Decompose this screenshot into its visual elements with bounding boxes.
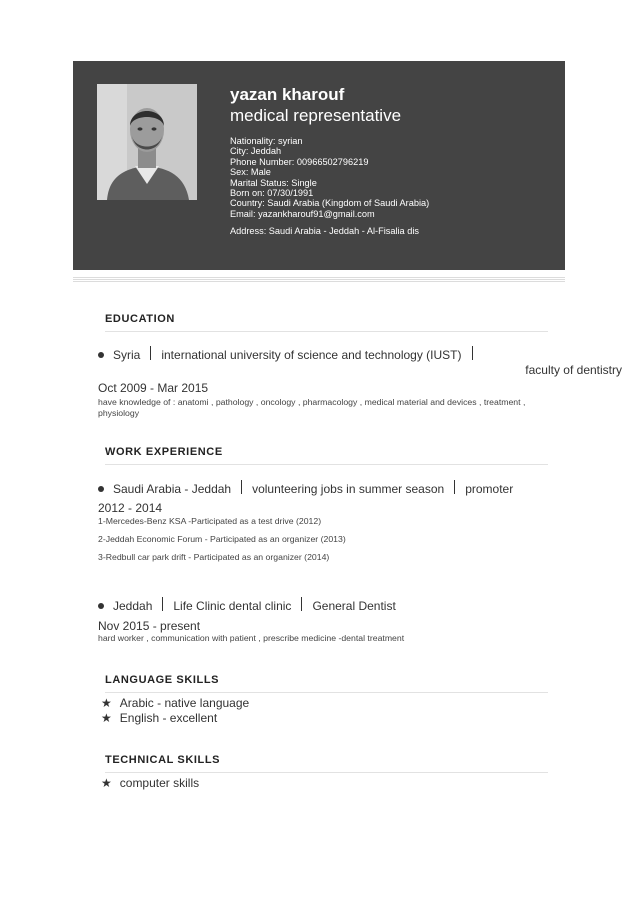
separator-bar: [162, 597, 163, 611]
separator-bar: [454, 480, 455, 494]
detail-address: Address: Saudi Arabia - Jeddah - Al-Fisalia dis: [230, 226, 419, 237]
work-entry-summary: [98, 481, 548, 497]
separator-bar: [472, 346, 473, 360]
work-heading: WORK EXPERIENCE: [105, 446, 548, 465]
bullet-dot-icon: [98, 486, 104, 492]
language-item: [101, 695, 551, 711]
detail-email: Email: yazankharouf91@gmail.com: [230, 208, 375, 219]
profile-header: [73, 61, 565, 270]
work-line: hard worker , communication with patient , prescribe medicine -dental treatment: [98, 633, 405, 643]
detail-birth-date: Born on: 07/30/1991: [230, 188, 314, 199]
person-name: yazan kharouf: [230, 85, 345, 104]
separator-bar: [241, 480, 242, 494]
education-field: faculty of dentistry: [525, 363, 622, 377]
technical-item: [101, 775, 551, 791]
detail-phone: Phone Number: 00966502796219: [230, 156, 369, 167]
detail-city: City: Jeddah: [230, 146, 282, 157]
bullet-dot-icon: [98, 603, 104, 609]
education-institution: international university of science and technology (IUST): [161, 348, 462, 362]
detail-nationality: Nationality: syrian: [230, 136, 303, 146]
education-dates: Oct 2009 - Mar 2015: [98, 381, 209, 395]
work-role: promoter: [465, 482, 514, 496]
work-line: 1-Mercedes-Benz KSA -Participated as a test drive (2012): [98, 516, 322, 526]
star-icon: ★: [101, 711, 112, 725]
profile-photo: [97, 84, 197, 200]
education-heading: EDUCATION: [105, 313, 548, 332]
language-item-label: Arabic - native language: [119, 696, 250, 710]
language-item-label: English - excellent: [119, 711, 218, 725]
work-location: Jeddah: [113, 599, 153, 613]
language-item: [101, 710, 551, 726]
job-title: medical representative: [230, 106, 402, 125]
header-divider-band: [73, 277, 565, 283]
work-entry-summary: [98, 598, 548, 614]
work-line: 3-Redbull car park drift - Participated as an organizer (2014): [98, 552, 330, 562]
education-description: have knowledge of : anatomi , pathology , oncology , pharmacology , medical material and devices , treatment , physiology: [98, 397, 526, 418]
education-location: Syria: [113, 348, 141, 362]
detail-sex: Sex: Male: [230, 167, 271, 178]
work-line: 2-Jeddah Economic Forum - Participated as an organizer (2013): [98, 534, 346, 544]
technical-item-label: computer skills: [119, 776, 200, 790]
work-dates: Nov 2015 - present: [98, 619, 201, 633]
detail-country: Country: Saudi Arabia (Kingdom of Saudi Arabia): [230, 198, 430, 209]
work-location: Saudi Arabia - Jeddah: [113, 482, 232, 496]
star-icon: ★: [101, 776, 112, 790]
header-info: [230, 85, 429, 237]
work-dates: 2012 - 2014: [98, 501, 163, 515]
star-icon: ★: [101, 696, 112, 710]
work-organization: Life Clinic dental clinic: [173, 599, 292, 613]
detail-marital-status: Marital Status: Single: [230, 177, 317, 188]
bullet-dot-icon: [98, 352, 104, 358]
education-entry-summary: [98, 347, 548, 363]
technical-heading: TECHNICAL SKILLS: [105, 754, 548, 773]
work-organization: volunteering jobs in summer season: [252, 482, 445, 496]
work-role: General Dentist: [312, 599, 396, 613]
separator-bar: [150, 346, 151, 360]
person-portrait-icon: [97, 84, 197, 200]
separator-bar: [301, 597, 302, 611]
language-heading: LANGUAGE SKILLS: [105, 674, 548, 693]
